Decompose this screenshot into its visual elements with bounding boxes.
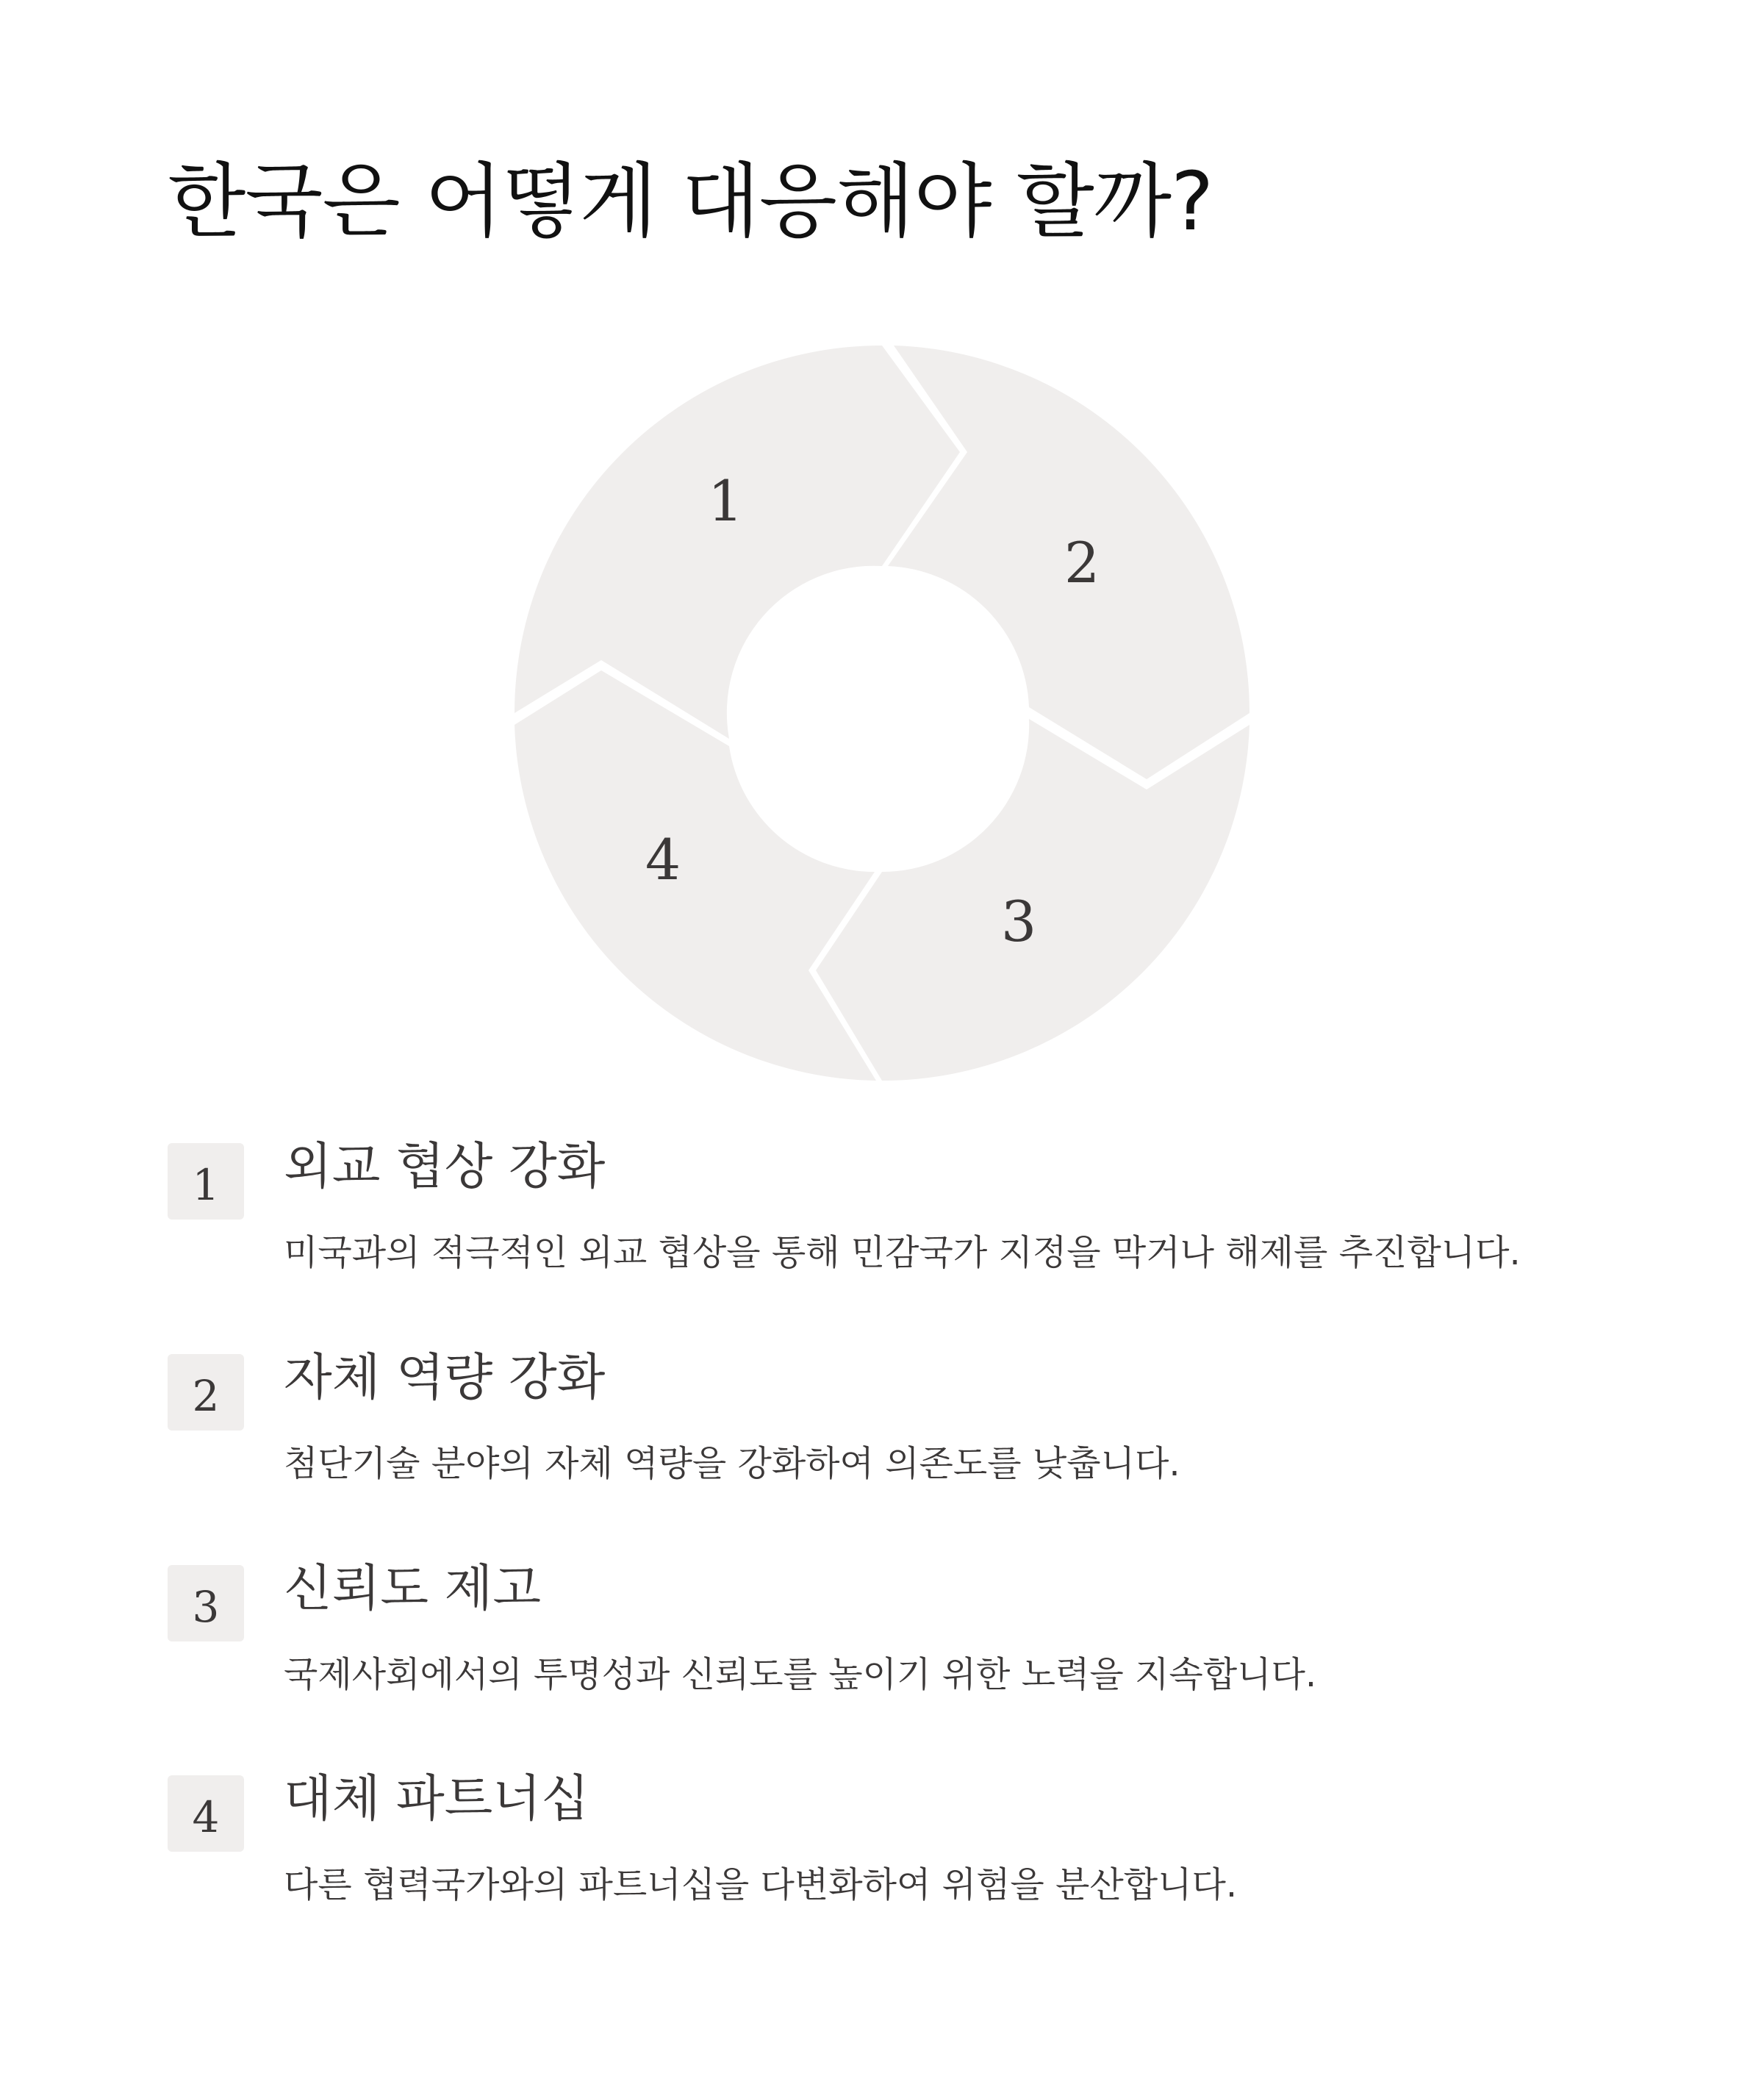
cycle-segment-1	[514, 346, 960, 739]
page-title: 한국은 어떻게 대응해야 할까?	[168, 154, 1213, 248]
step-title: 외교 협상 강화	[284, 1138, 606, 1196]
step-title: 신뢰도 제고	[284, 1560, 542, 1618]
step-item	[168, 1349, 1638, 1530]
step-description: 첨단기술 분야의 자체 역량을 강화하여 의존도를 낮춥니다.	[284, 1443, 1180, 1484]
step-item	[168, 1138, 1638, 1320]
step-description: 국제사회에서의 투명성과 신뢰도를 높이기 위한 노력을 지속합니다.	[284, 1654, 1317, 1695]
segment-label-4: 4	[645, 827, 681, 892]
step-title: 자체 역량 강화	[284, 1349, 606, 1407]
segment-label-2: 2	[1064, 530, 1100, 595]
cycle-segment-4	[514, 670, 876, 1081]
step-title: 대체 파트너십	[284, 1770, 589, 1828]
step-number-badge: 2	[168, 1354, 244, 1431]
step-item	[168, 1770, 1638, 1952]
step-number-badge: 3	[168, 1565, 244, 1641]
step-number-badge: 4	[168, 1775, 244, 1852]
step-number-badge: 1	[168, 1143, 244, 1220]
segment-label-3: 3	[1000, 889, 1037, 954]
step-description: 다른 협력국가와의 파트너십을 다변화하여 위험을 분산합니다.	[284, 1864, 1238, 1905]
cycle-diagram	[500, 331, 1264, 1095]
segment-label-1: 1	[707, 468, 744, 534]
step-item	[168, 1560, 1638, 1741]
step-description: 미국과의 적극적인 외교 협상을 통해 민감국가 지정을 막거나 해제를 추진합니다.	[284, 1232, 1521, 1273]
